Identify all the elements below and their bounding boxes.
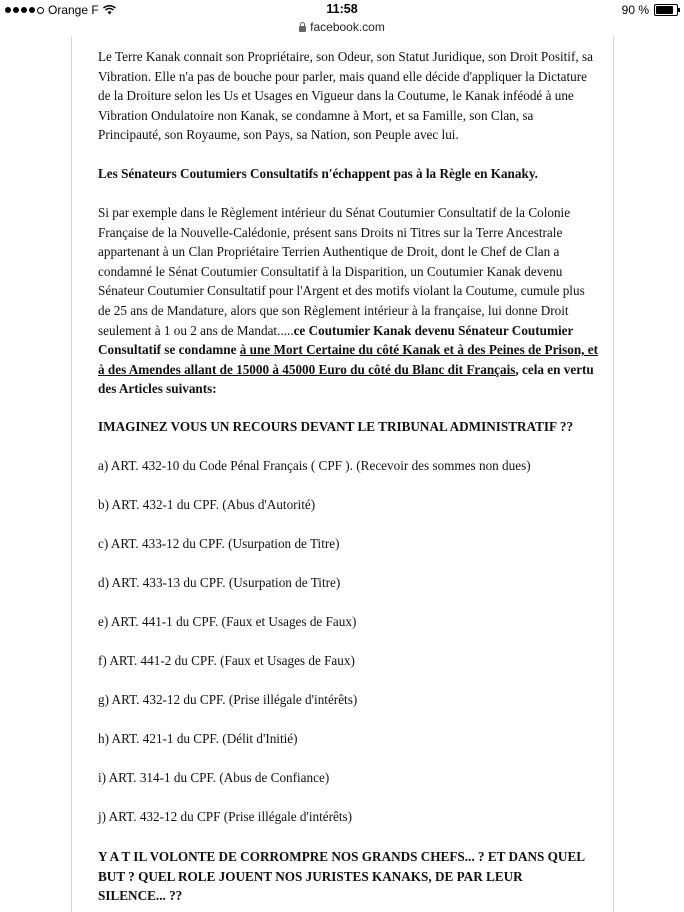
lock-icon (299, 26, 306, 32)
article-paragraph: Le Terre Kanak connait son Propriétaire, son Odeur, son Statut Juridique, son Droit Positif, sa Vibration. Elle n'a pas de bouche pour parler, mais quand elle décide d'appliquer la Dictature de la Droiture selon les Us et Usages en Vigueur dans la Coutume, le Kanak inféodé à une Vibration Ondulatoire non Kanak, se condamne à Mort, et sa Famille, son Clan, sa Principauté, son Royaume, son Pays, sa Nation, son Peuple avec lui. (98, 49, 593, 143)
battery-icon (654, 4, 678, 16)
article-list-item: d) ART. 433-13 du CPF. (Usurpation de Titre) (98, 575, 341, 590)
url-domain[interactable]: facebook.com (310, 20, 385, 34)
paragraph-text: Si par exemple dans le Règlement intérieur du Sénat Coutumier Consultatif de la Colonie Française de la Nouvelle-Calédonie, présent sans Droits ni Titres sur la Terre Ancestrale appartenant à un Clan Propriétaire Terrien Authentique de Droit, dont le Chef de Clan a condamné le Sénat Coutumier Consultatif à la Disparition, un Coutumier Kanak devenu Sénateur Coutumier Consultatif pour l'Argent et des motifs violant la Coutume, cumule plus de 25 ans de Mandature, alors que son Règlement intérieur à la française, lui donne Droit seulement à 1 ou 2 ans de Mandat..... (98, 205, 585, 338)
article-heading: Y A T IL VOLONTE DE CORROMPRE NOS GRANDS CHEFS... ? ET DANS QUEL BUT ? QUEL ROLE JOUENT NOS JURISTES KANAKS, DE PAR LEUR SILENCE... ?? (98, 849, 585, 904)
clock: 11:58 (326, 2, 358, 16)
article-heading: Les Sénateurs Coutumiers Consultatifs n'échappent pas à la Règle en Kanaky. (98, 166, 538, 181)
paragraph-bold-text: ce Coutumier Kanak devenu Sénateur Coutumier Consultatif se condamne (98, 322, 574, 358)
paragraph-bold-text: , cela en vertu des Articles suivants: (98, 361, 594, 397)
article-list-item: g) ART. 432-12 du CPF. (Prise illégale d'intérêts) (98, 692, 358, 707)
battery-status (622, 3, 678, 17)
article-list-item: j) ART. 432-12 du CPF (Prise illégale d'intérêts) (98, 809, 353, 824)
address-bar[interactable] (0, 18, 684, 36)
battery-percentage: 90 % (621, 3, 649, 17)
article-list-item: i) ART. 314-1 du CPF. (Abus de Confiance) (98, 770, 330, 785)
article-list-item: h) ART. 421-1 du CPF. (Délit d'Initié) (98, 731, 298, 746)
paragraph-underlined-text: à une Mort Certaine du côté Kanak et à des Peines de Prison, et à des Amendes allant de 15000 à 45000 Euro du côté du Blanc dit Français (98, 342, 598, 377)
article-heading: IMAGINEZ VOUS UN RECOURS DEVANT LE TRIBUNAL ADMINISTRATIF ?? (98, 419, 574, 434)
article-list-item: a) ART. 432-10 du Code Pénal Français ( CPF ). (Recevoir des sommes non dues) (98, 458, 531, 473)
status-bar (0, 0, 684, 20)
article-list-item: b) ART. 432-1 du CPF. (Abus d'Autorité) (98, 497, 316, 512)
carrier-name: Orange F (48, 3, 99, 17)
article-list-item: c) ART. 433-12 du CPF. (Usurpation de Titre) (98, 536, 340, 551)
article-paragraph (98, 203, 598, 399)
article-list-item: f) ART. 441-2 du CPF. (Faux et Usages de Faux) (98, 653, 355, 668)
article-list-item: e) ART. 441-1 du CPF. (Faux et Usages de Faux) (98, 614, 357, 629)
